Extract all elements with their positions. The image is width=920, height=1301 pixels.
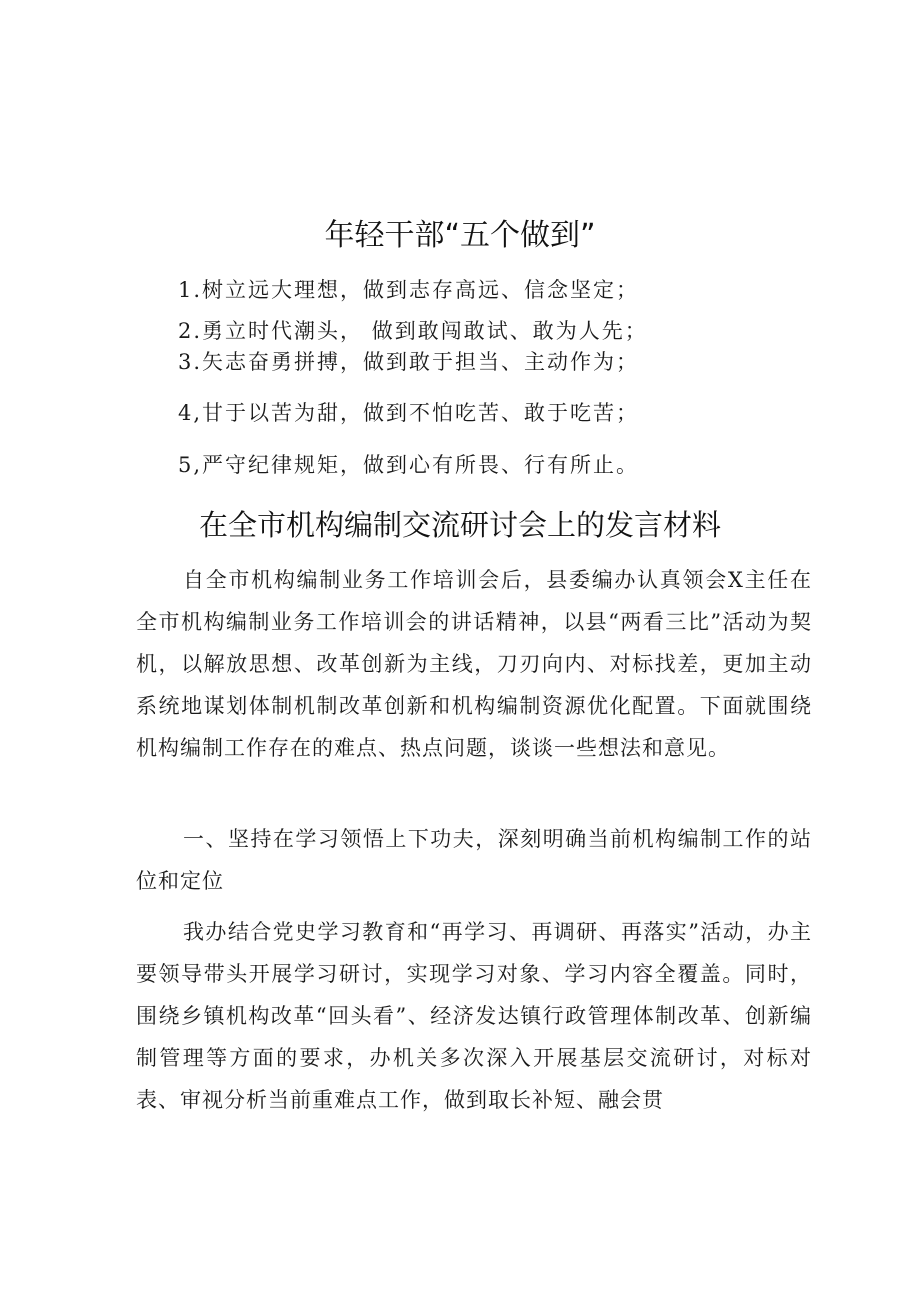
list-item: 2.勇立时代潮头， 做到敢闯敢试、敢为人先； [178,319,648,343]
body-paragraph: 我办结合党史学习教育和“再学习、再调研、再落实”活动，办主要领导带头开展学习研讨，实现学习对象、学习内容全覆盖。同时，围绕乡镇机构改革“回头看”、经济发达镇行政管理体制改革、创新编制管理等方面的要求，办机关多次深入开展基层交流研讨，对标对表、审视分析当前重难点工作，做到取长补短、融会贯 [136,920,812,1112]
list-item: 1.树立远大理想，做到志存高远、信念坚定； [178,278,640,302]
body-paragraph: 自全市机构编制业务工作培训会后，县委编办认真领会X主任在全市机构编制业务工作培训会的讲话精神，以县“两看三比”活动为契机，以解放思想、改革创新为主线，刀刃向内、对标找差，更加主动系统地谋划体制机制改革创新和机构编制资源优化配置。下面就围绕机构编制工作存在的难点、热点问题，谈谈一些想法和意见。 [136,568,812,760]
document-title: 年轻干部“五个做到” [324,218,596,253]
section-heading: 一、坚持在学习领悟上下功夫，深刻明确当前机构编制工作的站位和定位 [136,827,812,893]
list-item: 5,严守纪律规矩，做到心有所畏、行有所止。 [178,453,640,477]
section-title: 在全市机构编制交流研讨会上的发言材料 [198,508,721,542]
list-item: 3.矢志奋勇拼搏，做到敢于担当、主动作为； [178,350,640,374]
list-item: 4,甘于以苦为甜，做到不怕吃苦、敢于吃苦； [178,401,640,425]
